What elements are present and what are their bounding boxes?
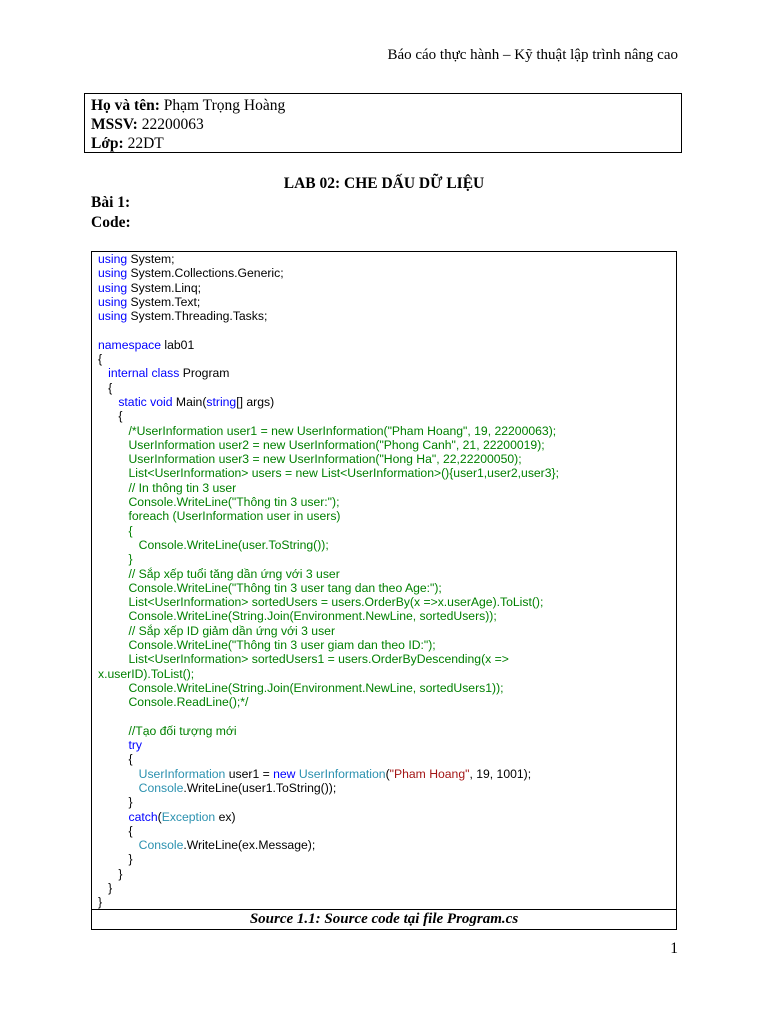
code-token: [98, 652, 128, 666]
code-token: UserInformation user2 = new UserInformation("Phong Canh", 21, 22200019);: [128, 437, 545, 452]
code-line: [98, 624, 676, 638]
code-line: [98, 366, 676, 380]
code-token: .WriteLine(ex.Message);: [183, 838, 316, 853]
code-token: [98, 495, 128, 509]
class-label: Lớp:: [91, 135, 124, 152]
code-token: UserInformation user3 = new UserInformation("Hong Ha", 22,22200050);: [128, 452, 522, 467]
code-token: user1 =: [228, 766, 270, 781]
code-line: [98, 852, 676, 866]
code-token: Console: [138, 838, 184, 853]
code-token: System;: [130, 252, 175, 266]
code-line: [98, 867, 676, 881]
code-token: Console.WriteLine(user.ToString());: [138, 537, 329, 552]
code-line: [98, 881, 676, 895]
code-token: [98, 724, 128, 738]
code-line: [98, 681, 676, 695]
code-token: {: [98, 409, 123, 424]
code-token: UserInformation: [298, 766, 386, 781]
code-line: [98, 252, 676, 266]
code-line: [98, 595, 676, 609]
code-line: [98, 638, 676, 652]
code-token: using: [98, 280, 128, 295]
code-line: [98, 438, 676, 452]
code-line: [98, 352, 676, 366]
code-token: [98, 466, 128, 480]
code-token: /*UserInformation user1 = new UserInformation("Pham Hoang", 19, 22200063);: [128, 423, 557, 438]
student-id-row: [91, 115, 675, 134]
student-name-row: [91, 96, 675, 115]
code-line: [98, 295, 676, 309]
code-token: catch: [128, 809, 158, 824]
code-token: [98, 567, 128, 581]
code-line: [98, 338, 676, 352]
code-token: List<UserInformation> sortedUsers = users.OrderBy(x =>x.userAge).ToList();: [128, 595, 544, 610]
code-line: [98, 581, 676, 595]
code-line: [98, 767, 676, 781]
code-line: [98, 724, 676, 738]
code-line: [98, 309, 676, 323]
code-line: [98, 481, 676, 495]
code-token: using: [98, 266, 128, 281]
code-token: [] args): [236, 394, 275, 409]
code-token: using: [98, 309, 128, 324]
code-token: List<UserInformation> users = new List<UserInformation>(){user1,user2,user3};: [128, 466, 559, 481]
code-line: [98, 810, 676, 824]
code-token: }: [98, 852, 133, 867]
code-line: [98, 266, 676, 280]
code-token: [98, 552, 128, 566]
code-token: Console: [138, 780, 184, 795]
student-name: Phạm Trọng Hoàng: [159, 97, 286, 114]
code-token: List<UserInformation> sortedUsers1 = users.OrderByDescending(x =>: [128, 652, 509, 667]
exercise-label: Bài 1:: [91, 194, 131, 211]
code-token: .WriteLine(user1.ToString());: [183, 780, 337, 795]
code-token: }: [128, 552, 133, 567]
code-token: }: [98, 881, 113, 896]
code-token: System.Threading.Tasks;: [130, 309, 268, 324]
code-line: [98, 323, 676, 337]
code-token: System.Collections.Generic;: [130, 266, 284, 281]
code-token: {: [98, 752, 133, 767]
code-line: [98, 824, 676, 838]
code-token: System.Linq;: [130, 280, 201, 295]
id-label: MSSV:: [91, 116, 138, 133]
code-line: [98, 552, 676, 566]
code-token: using: [98, 252, 128, 266]
code-token: // Sắp xếp tuổi tăng dần ứng với 3 user: [128, 566, 340, 581]
code-token: [98, 595, 128, 609]
code-line: [98, 409, 676, 423]
code-token: (: [157, 809, 162, 824]
code-line: [98, 395, 676, 409]
code-token: Exception: [161, 809, 216, 824]
code-token: new: [273, 766, 296, 781]
code-line: [98, 466, 676, 480]
code-line: [98, 738, 676, 752]
code-token: [98, 810, 128, 824]
code-token: [98, 838, 139, 852]
code-token: namespace: [98, 337, 162, 352]
page-number: 1: [670, 940, 678, 957]
code-token: Console.WriteLine("Thông tin 3 user:");: [128, 495, 340, 510]
code-token: lab01: [164, 337, 195, 352]
code-line: [98, 667, 676, 681]
code-token: [98, 395, 118, 409]
code-token: UserInformation: [138, 766, 226, 781]
code-line: [98, 710, 676, 724]
code-line: [98, 752, 676, 766]
code-line: [98, 781, 676, 795]
student-info-box: [84, 93, 682, 153]
code-line: [98, 795, 676, 809]
code-token: [98, 366, 108, 380]
code-token: {: [98, 380, 113, 395]
code-block: [92, 252, 676, 910]
code-line: [98, 652, 676, 666]
code-token: , 19, 1001);: [469, 766, 532, 781]
code-line: [98, 281, 676, 295]
code-token: [98, 781, 139, 795]
code-box: [91, 251, 677, 910]
code-line: [98, 424, 676, 438]
code-token: }: [98, 895, 103, 910]
code-token: Console.WriteLine("Thông tin 3 user tang dan theo Age:");: [128, 580, 442, 595]
code-token: try: [128, 738, 143, 753]
code-token: [98, 509, 128, 523]
code-token: {: [98, 352, 103, 367]
code-token: // In thông tin 3 user: [128, 480, 237, 495]
code-token: }: [98, 866, 123, 881]
code-token: [98, 681, 128, 695]
code-token: System.Text;: [130, 294, 201, 309]
code-token: using: [98, 294, 128, 309]
code-token: [98, 438, 128, 452]
code-token: [98, 538, 139, 552]
code-token: foreach (UserInformation user in users): [128, 509, 341, 524]
code-line: [98, 567, 676, 581]
source-caption: Source 1.1: Source code tại file Program.cs: [91, 909, 677, 930]
code-token: Console.WriteLine(String.Join(Environment.NewLine, sortedUsers1));: [128, 680, 504, 695]
code-token: {: [98, 823, 133, 838]
code-line: [98, 538, 676, 552]
code-line: [98, 695, 676, 709]
code-token: [98, 695, 128, 709]
page-header: Báo cáo thực hành – Kỹ thuật lập trình nâng cao: [387, 47, 678, 63]
code-line: [98, 609, 676, 623]
code-token: string: [206, 394, 237, 409]
code-token: [98, 738, 128, 752]
code-line: [98, 381, 676, 395]
code-token: Console.ReadLine();*/: [128, 695, 249, 710]
code-line: [98, 509, 676, 523]
code-line: [98, 838, 676, 852]
name-label: Họ và tên:: [91, 97, 160, 114]
code-token: Console.WriteLine("Thông tin 3 user giam dan theo ID:");: [128, 638, 436, 653]
code-token: [98, 481, 128, 495]
code-token: [98, 581, 128, 595]
code-token: [98, 424, 128, 438]
code-token: ex): [218, 809, 236, 824]
code-token: Main(: [175, 394, 207, 409]
code-token: [98, 524, 128, 538]
code-token: x.userID).ToList();: [98, 666, 195, 681]
code-token: }: [98, 795, 133, 810]
code-line: [98, 452, 676, 466]
code-token: [98, 767, 139, 781]
student-class: 22DT: [123, 135, 164, 152]
student-class-row: [91, 134, 675, 153]
code-token: {: [128, 523, 133, 538]
code-token: (: [385, 766, 390, 781]
code-token: internal class: [108, 366, 180, 381]
code-token: [98, 624, 128, 638]
code-label: Code:: [91, 214, 131, 231]
lab-title: LAB 02: CHE DẤU DỮ LIỆU: [283, 175, 485, 192]
student-id: 22200063: [137, 116, 204, 133]
code-token: Program: [182, 366, 230, 381]
code-token: [98, 609, 128, 623]
code-token: Console.WriteLine(String.Join(Environment.NewLine, sortedUsers));: [128, 609, 497, 624]
code-token: [98, 452, 128, 466]
code-token: [98, 638, 128, 652]
code-token: "Pham Hoang": [389, 766, 470, 781]
code-line: [98, 895, 676, 909]
code-line: [98, 495, 676, 509]
code-token: // Sắp xếp ID giảm dần ứng với 3 user: [128, 623, 335, 638]
code-token: static void: [118, 394, 173, 409]
code-token: //Tạo đối tượng mới: [128, 723, 237, 738]
code-line: [98, 524, 676, 538]
